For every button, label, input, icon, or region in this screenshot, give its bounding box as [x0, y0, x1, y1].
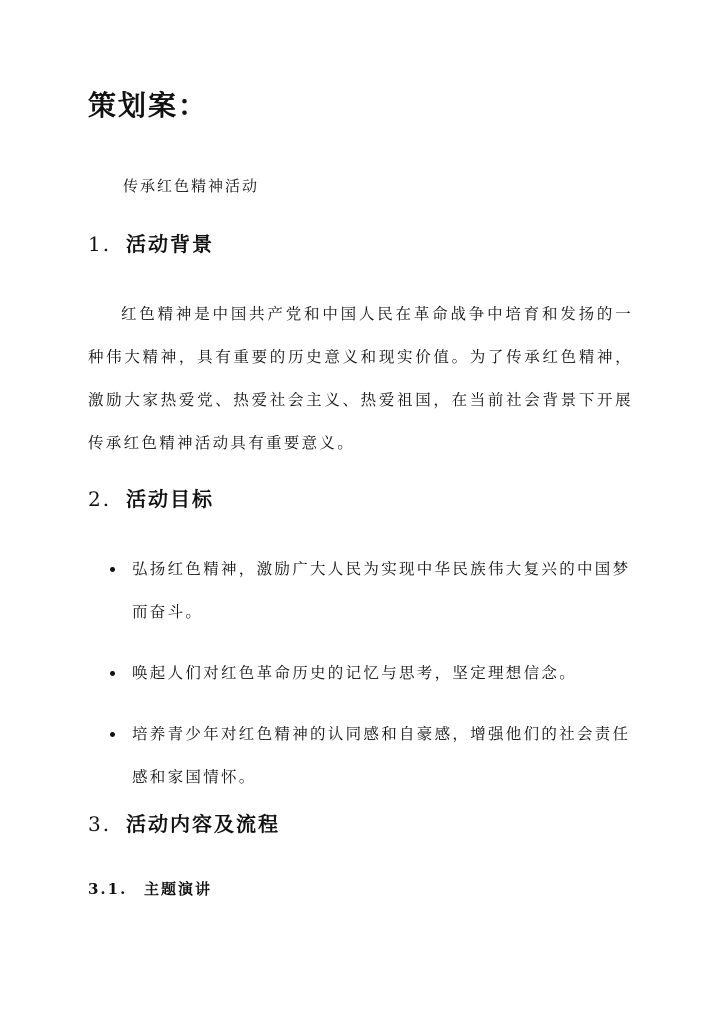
list-item-text: 培养青少年对红色精神的认同感和自豪感，增强他们的社会责任感和家国情怀。 [132, 725, 631, 786]
bullet-icon [110, 732, 115, 737]
subsection-number: 3.1. [88, 880, 128, 898]
list-item-text: 唤起人们对红色革命历史的记忆与思考，坚定理想信念。 [132, 664, 578, 682]
section-heading-background [88, 229, 214, 259]
subsection-title: 主题演讲 [144, 880, 213, 898]
list-item-text: 弘扬红色精神，激励广大人民为实现中华民族伟大复兴的中国梦而奋斗。 [132, 560, 631, 621]
section-number: 2. [88, 487, 112, 511]
section-heading-content [88, 809, 280, 839]
list-item [88, 713, 633, 799]
list-item [88, 652, 633, 695]
section-number: 1. [88, 232, 112, 256]
subsection-heading-speech [88, 876, 212, 902]
section-heading-goals [88, 484, 214, 514]
section-title: 活动目标 [126, 487, 214, 511]
activity-subtitle: 传承红色精神活动 [123, 177, 260, 195]
section-title: 活动背景 [126, 232, 214, 256]
goals-list [88, 548, 633, 817]
section-title: 活动内容及流程 [126, 812, 280, 836]
bullet-icon [110, 671, 115, 676]
bullet-icon [110, 567, 115, 572]
list-item [88, 548, 633, 634]
page-title: 策划案： [88, 89, 209, 122]
background-paragraph: 红色精神是中国共产党和中国人民在革命战争中培育和发扬的一种伟大精神，具有重要的历史意义和现实价值。为了传承红色精神，激励大家热爱党、热爱社会主义、热爱祖国，在当前社会背景下开展传承红色精神活动具有重要意义。 [88, 305, 633, 452]
section-number: 3. [88, 812, 112, 836]
